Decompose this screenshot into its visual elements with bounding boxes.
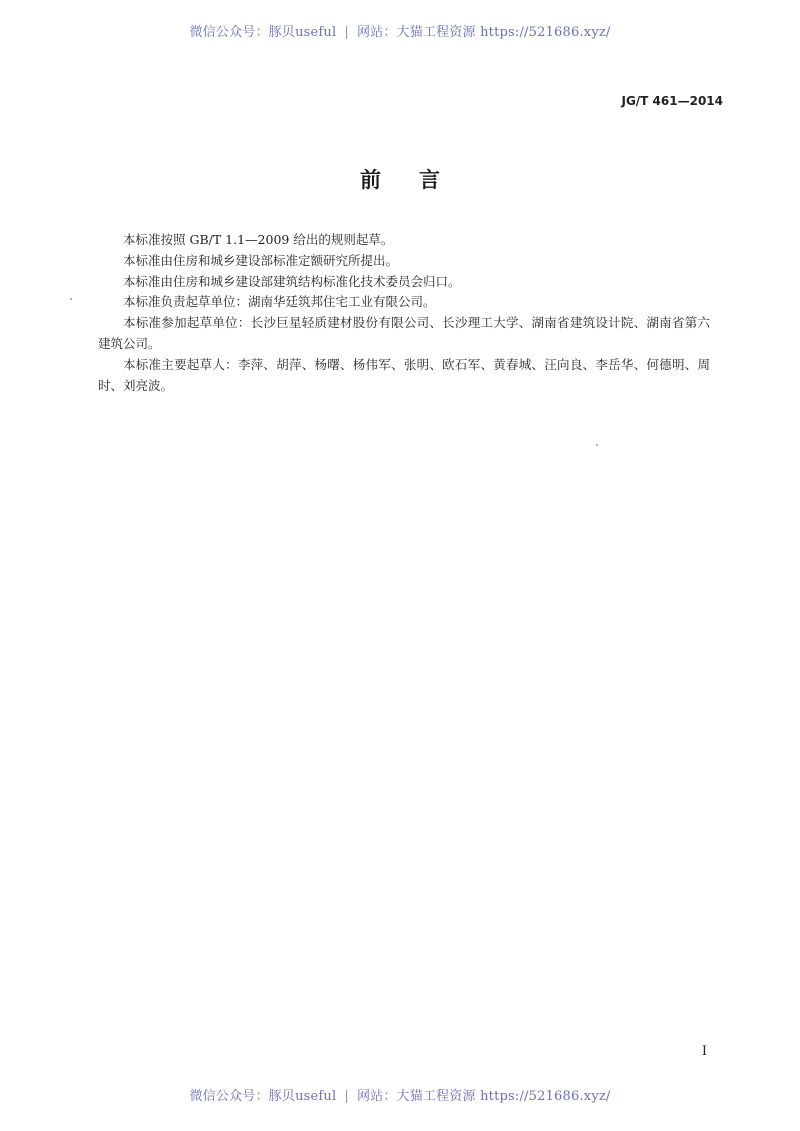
page-number: I: [701, 1044, 707, 1059]
scan-speck: [70, 298, 72, 300]
scan-speck: [596, 444, 598, 446]
preface-paragraph: 本标准由住房和城乡建设部标准定额研究所提出。: [123, 252, 399, 268]
page-title: 前言: [360, 168, 478, 192]
preface-paragraph: 本标准负责起草单位：湖南华廷筑邦住宅工业有限公司。: [123, 294, 436, 310]
preface-paragraph: 本标准由住房和城乡建设部建筑结构标准化技术委员会归口。: [123, 273, 461, 289]
preface-paragraph: 本标准参加起草单位：长沙巨星轻质建材股份有限公司、长沙理工大学、湖南省建筑设计院、湖南省第六建筑公司。: [98, 315, 710, 351]
watermark-website: 网站：大猫工程资源 https://521686.xyz/: [356, 25, 611, 40]
watermark-bottom: [0, 1085, 800, 1104]
watermark-top: [0, 21, 800, 40]
watermark-wechat: 微信公众号：豚贝useful: [189, 1089, 337, 1104]
watermark-separator: |: [344, 25, 349, 40]
preface-body: [98, 230, 710, 396]
watermark-separator: |: [344, 1089, 349, 1104]
preface-paragraph: 本标准按照 GB/T 1.1—2009 给出的规则起草。: [123, 232, 394, 247]
watermark-wechat: 微信公众号：豚贝useful: [189, 25, 337, 40]
watermark-website: 网站：大猫工程资源 https://521686.xyz/: [356, 1089, 611, 1104]
standard-code: JG/T 461—2014: [621, 94, 723, 108]
preface-paragraph: 本标准主要起草人：李萍、胡萍、杨曙、杨伟军、张明、欧石军、黄春城、汪向良、李岳华、何德明、周时、刘亮波。: [98, 356, 710, 393]
